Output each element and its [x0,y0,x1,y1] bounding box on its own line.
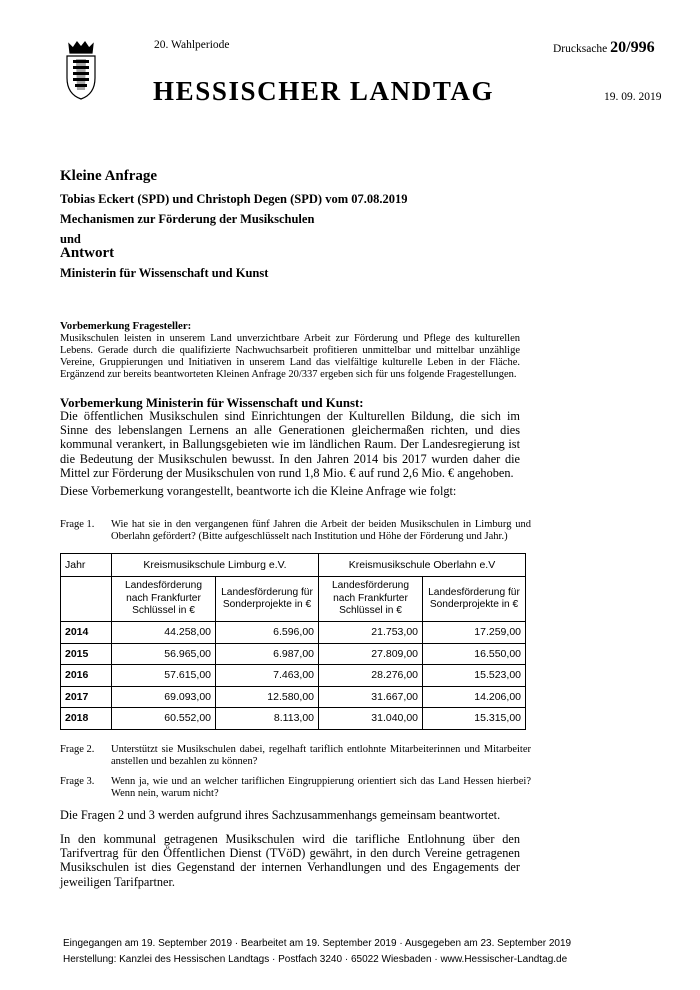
minister-preface-text: Die öffentlichen Musikschulen sind Einrichtungen der Kulturellen Bildung, die sich im Sinne des lebenslangen Lernens an alle Generationen gleichermaßen richten, und dies kommunal verankert, in Ballungsgebieten wie im ländlichen Raum. Der Landesregierung ist die Bedeutung der Musikschulen bewusst. In den Jahren 2014 bis 2017 wurden daher die Mittel zur Förderung der Musikschulen von rund 1,8 Mio. € auf rund 2,6 Mio. € angehoben. [60,409,520,480]
value-cell: 7.463,00 [216,665,319,687]
year-header: Jahr [61,554,112,577]
value-cell: 15.523,00 [423,665,526,687]
value-cell: 14.206,00 [423,686,526,708]
empty-cell [61,577,112,622]
answer-heading: Antwort [60,245,115,261]
table-row [61,686,526,708]
year-cell: 2017 [61,686,112,708]
question-2 [60,744,530,770]
value-cell: 12.580,00 [216,686,319,708]
follows-statement: Diese Vorbemerkung vorangestellt, beantworte ich die Kleine Anfrage wie folgt: [60,484,457,498]
preface-heading: Vorbemerkung Fragesteller: [60,320,192,332]
col-key-header: Landesförderung nach Frankfurter Schlüssel in € [112,577,216,622]
footer-dates: Eingegangen am 19. September 2019 · Bearbeitet am 19. September 2019 · Ausgegeben am 23. September 2019 [63,938,572,949]
coat-of-arms-icon [63,40,99,102]
drucksache-label: Drucksache [553,43,608,55]
question-text: Wie hat sie in den vergangenen fünf Jahren die Arbeit der beiden Musikschulen in Limburg und Oberlahn gefördert? (Bitte aufgeschlüsselt nach Institution und Höhe der Förderung und Jahr.) [111,519,531,542]
col-key-header: Landesförderung nach Frankfurter Schlüssel in € [319,577,423,622]
value-cell: 56.965,00 [112,643,216,665]
drucksache-number: 20/996 [610,39,655,56]
year-cell: 2014 [61,622,112,644]
inquiry-authors: Tobias Eckert (SPD) und Christoph Degen (SPD) vom 07.08.2019 [60,192,408,206]
value-cell: 31.040,00 [319,708,423,730]
col-special-header: Landesförderung für Sonderprojekte in € [216,577,319,622]
school-limburg-header: Kreismusikschule Limburg e.V. [112,554,319,577]
value-cell: 69.093,00 [112,686,216,708]
value-cell: 15.315,00 [423,708,526,730]
value-cell: 57.615,00 [112,665,216,687]
drucksache [553,39,655,57]
value-cell: 44.258,00 [112,622,216,644]
value-cell: 60.552,00 [112,708,216,730]
value-cell: 21.753,00 [319,622,423,644]
school-oberlahn-header: Kreismusikschule Oberlahn e.V [319,554,526,577]
value-cell: 17.259,00 [423,622,526,644]
value-cell: 27.809,00 [319,643,423,665]
question-text: Unterstützt sie Musikschulen dabei, regelhaft tariflich entlohnte Mitarbeiterinnen und Mitarbeiter anstellen und bezahlen zu können? [111,744,531,767]
table-header-row [61,554,526,577]
ministry: Ministerin für Wissenschaft und Kunst [60,266,269,280]
value-cell: 6.987,00 [216,643,319,665]
preface-text: Musikschulen leisten in unserem Land unverzichtbare Arbeit zur Förderung und Pflege des kulturellen Lebens. Gerade durch die qualifizierte Nachwuchsarbeit profitieren unmittelbar und mittelbar unzählige Vereine, Gruppierungen und Initiativen in unserem Land das vielfältige kulturelle Leben in der Fläche. Ergänzend zur bereits beantworteten Kleinen Anfrage 20/337 ergeben sich für uns folgende Fragestellungen. [60,333,520,380]
year-cell: 2018 [61,708,112,730]
table-row [61,708,526,730]
value-cell: 8.113,00 [216,708,319,730]
answer-text: In den kommunal getragenen Musikschulen wird die tarifliche Entlohnung über den Tarifvertrag für den Öffentlichen Dienst (TVöD) gewährt, in den durch Vereine getragenen Musikschulen ist dies Gegenstand der internen Verhandlungen und des Engagements der jeweiligen Tarifpartner. [60,832,520,889]
question-text: Wenn ja, wie und an welcher tariflichen Eingruppierung orientiert sich das Land Hessen hierbei? Wenn nein, warum nicht? [111,776,531,799]
question-label: Frage 3. [60,776,95,787]
question-label: Frage 1. [60,519,95,530]
table-subheader-row [61,577,526,622]
answer-intro: Die Fragen 2 und 3 werden aufgrund ihres Sachzusammenhangs gemeinsam beantwortet. [60,808,501,822]
value-cell: 28.276,00 [319,665,423,687]
table-row [61,665,526,687]
minister-preface-heading: Vorbemerkung Ministerin für Wissenschaft und Kunst: [60,396,364,410]
parliament-title: HESSISCHER LANDTAG [153,76,495,106]
document-date: 19. 09. 2019 [604,91,662,103]
question-3 [60,776,530,802]
year-cell: 2015 [61,643,112,665]
funding-table [60,553,526,730]
question-1 [60,519,530,545]
table-row [61,622,526,644]
value-cell: 16.550,00 [423,643,526,665]
value-cell: 31.667,00 [319,686,423,708]
col-special-header: Landesförderung für Sonderprojekte in € [423,577,526,622]
legislative-period: 20. Wahlperiode [154,39,230,51]
footer-imprint: Herstellung: Kanzlei des Hessischen Landtags · Postfach 3240 · 65022 Wiesbaden · www.Hessischer-Landtag.de [63,954,568,965]
table-row [61,643,526,665]
inquiry-kind: Kleine Anfrage [60,168,158,184]
title-and: und [60,232,81,246]
year-cell: 2016 [61,665,112,687]
inquiry-subject: Mechanismen zur Förderung der Musikschulen [60,212,315,226]
value-cell: 6.596,00 [216,622,319,644]
question-label: Frage 2. [60,744,95,755]
